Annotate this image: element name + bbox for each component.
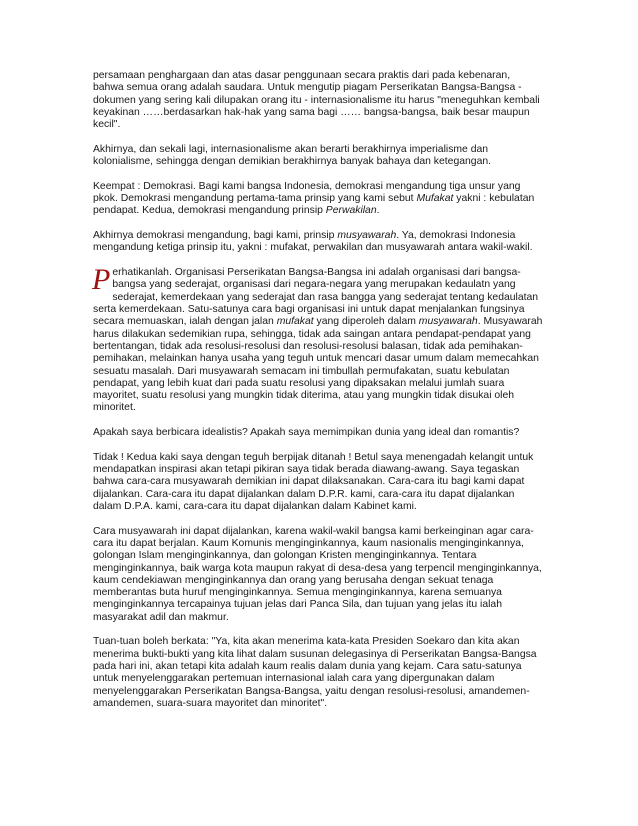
drop-cap: P [92, 263, 111, 297]
term-musyawarah-2: musyawarah [418, 316, 478, 328]
paragraph-3-text-a: Keempat : Demokrasi. Bagi kami bangsa Indonesia, demokrasi mengandung tiga unsur yang pkok. Demokrasi mengandung pertama-tama prinsip yang kami sebut [93, 180, 521, 205]
paragraph-9: Tuan-tuan boleh berkata: "Ya, kita akan menerima kata-kata Presiden Soekaro dan kita akan menerima bukti-bukti yang kita lihat dalam susunan delegasinya di Perserikatan Bangsa-Bangsa pada hari ini, akan tetapi kita adalah kaum realis dalam dunia yang kejam. Cara satu-satunya untuk menyelenggarakan pertemuan internasional ialah cara yang dipergunakan dalam menyelenggarakan Perserikatan Bangsa-Bangsa, yaitu dengan resolusi-resolusi, amandemen-amandemen, suara-suara mayoritet dan minoritet". [93, 636, 537, 709]
paragraph-5-text-a: erhatikanlah. Organisasi Perserikatan Bangsa-Bangsa ini adalah organisasi dari bangsa-bangsa yang sederajat, organisasi dari negara-negara yang merupakan kedaulatn yang sederajat, kemerdekaan yang sederajat dan rasa bangga yang sederajat tentang kedaulatan serta kemerdekaan. Satu-satunya cara bagi organisasi ini untuk dapat menjalankan fungsinya secara memuaskan, ialah dengan jalan [93, 267, 539, 328]
paragraph-4 [93, 230, 543, 255]
term-perwakilan: Perwakilan [325, 205, 377, 217]
paragraph-1: persamaan penghargaan dan atas dasar penggunaan secara praktis dari pada kebenaran, bahwa semua orang adalah saudara. Untuk mengutip piagam Perserikatan Bangsa-Bangsa - dokumen yang sering kali dilupakan orang itu - internasionalisme itu harus "meneguhkan kembali keyakinan ……berdasarkan hak-hak yang sama bagi …… bangsa-bangsa, baik besar maupun kecil". [93, 70, 540, 131]
paragraph-6: Apakah saya berbicara idealistis? Apakah saya memimpikan dunia yang ideal dan romantis? [93, 427, 520, 439]
document-page [93, 70, 543, 720]
paragraph-8: Cara musyawarah ini dapat dijalankan, karena wakil-wakil bangsa kami berkeinginan agar cara-cara itu dapat berjalan. Kaum Komunis menginginkannya, kaum nasionalis menginginkannya, golongan Islam menginginkannya, dan golongan Kristen menginginkannya. Tentara menginginkannya, baik warga kota maupun rakyat di desa-desa yang terpencil menginginkannya, kaum cendekiawan menginginkannya dan orang yang berusaha dengan sekuat tenaga memberantas buta huruf menginginkannya. Semua menginginkannya, karena semuanya menginginkannya tercapainya tujuan jelas dari Panca Sila, dan tujuan yang jelas itu ialah masyarakat adil dan makmur. [93, 525, 542, 623]
term-mufakat: Mufakat [416, 193, 454, 205]
paragraph-5 [92, 263, 543, 415]
paragraph-3-text-b: yakni : kebulatan pendapat. Kedua, demokrasi mengandung prinsip [93, 193, 535, 217]
term-mufakat-2: mufakat [276, 316, 314, 328]
paragraph-5-text-c: . Musyawarah harus dilakukan sedemikian rupa, sehingga, tidak ada saingan antara pendapat-pendapat yang bertentangan, tidak ada resolusi-resolusi dan resolusi-resolusi balasan, tidak ada pemihakan-pemihakan, melainkan hanya usaha yang teguh untuk mencari dasar umum dalam memecahkan sesuatu masalah. Dari musyawarah semacam ini timbullah permufakatan, suatu kebulatan pendapat, yang lebih kuat dari pada suatu resolusi yang dipaksakan melalui jumlah suara mayoritet, suatu resolusi yang mungkin tidak diterima, atau yang mungkin tidak disukai oleh minoritet. [93, 316, 543, 414]
paragraph-7: Tidak ! Kedua kaki saya dengan teguh berpijak ditanah ! Betul saya menengadah kelangit untuk mendapatkan inspirasi akan tetapi pikiran saya tidak berada diawang-awang. Saya tegaskan bahwa cara-cara musyawarah demikian ini dapat dilaksanakan. Cara-cara itu bagi kami dapat dijalankan. Cara-cara itu dapat dijalankan dalam D.P.R. kami, cara-cara itu dapat dijalankan dalam D.P.A. kami, cara-cara itu dapat dijalankan dalam Kabinet kami. [93, 451, 534, 512]
paragraph-5-text-b: yang diperoleh dalam [313, 316, 419, 328]
paragraph-4-text-b: . Ya, demokrasi Indonesia mengandung ketiga prinsip itu, yakni : mufakat, perwakilan dan musyawarah antara wakil-wakil. [93, 230, 533, 254]
paragraph-3 [93, 181, 543, 218]
paragraph-3-text-c: . [376, 205, 380, 217]
paragraph-2: Akhirnya, dan sekali lagi, internasionalisme akan berarti berakhirnya imperialisme dan kolonialisme, sehingga dengan demikian berakhirnya banyak bahaya dan ketegangan. [93, 143, 492, 168]
paragraph-4-text-a: Akhirnya demokrasi mengandung, bagi kami, prinsip [93, 230, 338, 242]
term-musyawarah: musyawarah [337, 230, 397, 242]
